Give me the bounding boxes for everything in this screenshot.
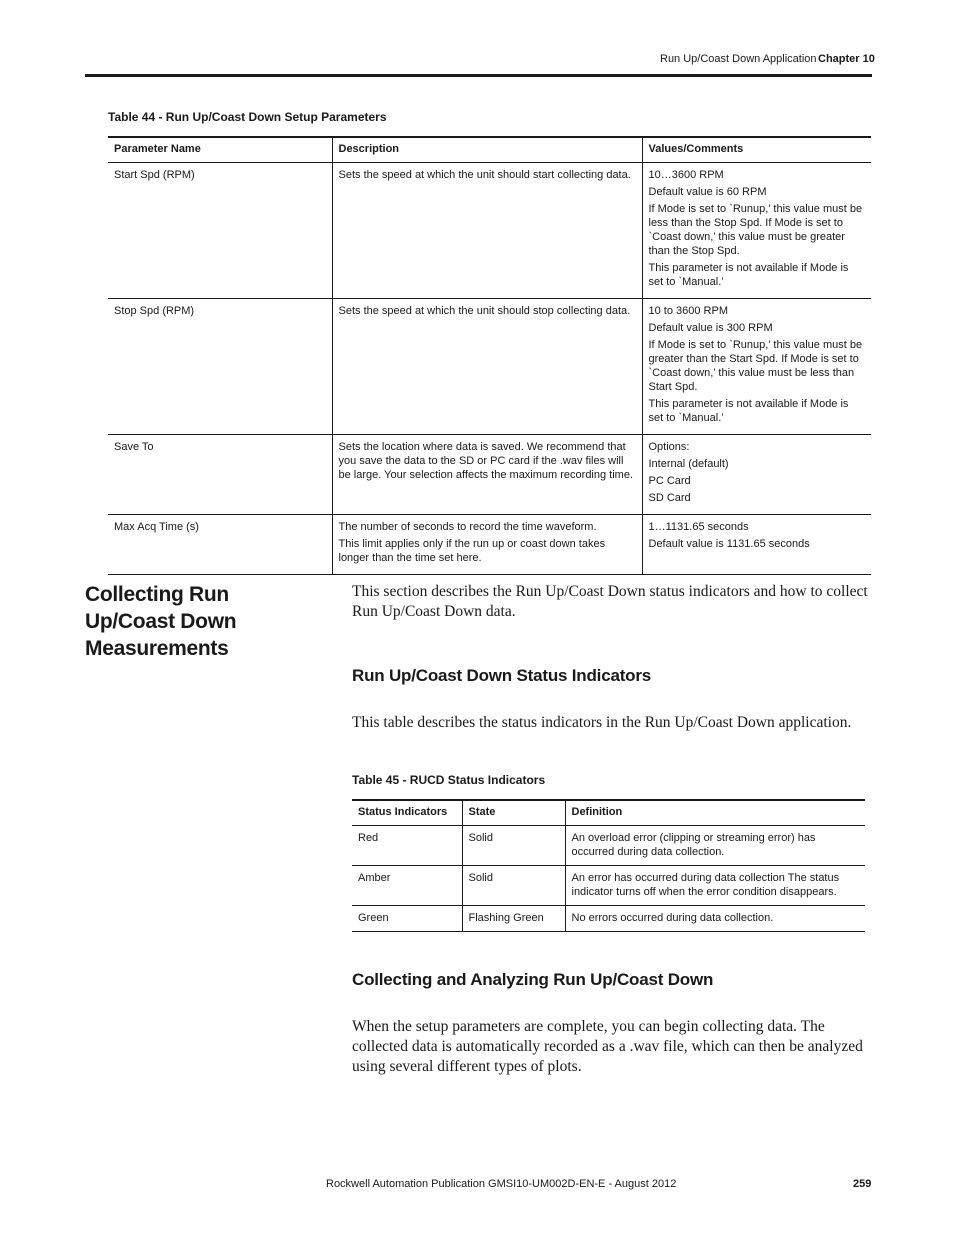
table-row <box>108 299 871 435</box>
description-text: Sets the speed at which the unit should stop collecting data. <box>338 305 631 317</box>
running-header-section: Run Up/Coast Down Application <box>660 53 817 65</box>
table-row <box>352 906 865 932</box>
values-text: Default value is 1131.65 seconds <box>648 538 810 550</box>
table-row <box>108 515 871 575</box>
parameter-name-cell: Max Acq Time (s) <box>108 515 332 575</box>
description-text: This limit applies only if the run up or coast down takes longer than the time set here. <box>338 538 606 564</box>
values-text: This parameter is not available if Mode is set to `Manual.’ <box>648 398 849 424</box>
running-header-chapter: Chapter 10 <box>818 53 875 65</box>
state-cell: Solid <box>462 866 565 906</box>
definition-cell: An error has occurred during data collection The status indicator turns off when the error condition disappears. <box>565 866 865 906</box>
description-text: Sets the location where data is saved. We recommend that you save the data to the SD or PC card if the .wav files will be large. Your selection affects the maximum recording time. <box>338 441 634 481</box>
values-text: PC Card <box>648 475 691 487</box>
definition-cell: An overload error (clipping or streaming error) has occurred during data collection. <box>565 826 865 866</box>
values-text: Default value is 60 RPM <box>648 186 767 198</box>
column-header: Description <box>332 137 642 163</box>
values-cell <box>642 435 871 515</box>
description-text: Sets the speed at which the unit should start collecting data. <box>338 169 631 181</box>
values-text: If Mode is set to `Runup,’ this value must be less than the Stop Spd. If Mode is set to `Coast down,’ this value must be greater than the Stop Spd. <box>648 203 863 257</box>
table-44 <box>108 136 871 575</box>
state-cell: Solid <box>462 826 565 866</box>
column-header: Parameter Name <box>108 137 332 163</box>
values-cell <box>642 163 871 299</box>
status-indicators-intro: This table describes the status indicators in the Run Up/Coast Down application. <box>352 714 852 731</box>
values-text: 10 to 3600 RPM <box>648 305 728 317</box>
footer-publication: Rockwell Automation Publication GMSI10-UM002D-EN-E - August 2012 <box>326 1178 677 1190</box>
table-header-row <box>352 800 865 826</box>
description-cell <box>332 299 642 435</box>
table-44-caption: Table 44 - Run Up/Coast Down Setup Parameters <box>108 110 387 124</box>
description-cell <box>332 163 642 299</box>
values-cell <box>642 515 871 575</box>
table-header-row <box>108 137 871 163</box>
table-row <box>108 163 871 299</box>
column-header: Status Indicators <box>352 800 462 826</box>
values-text: Options: <box>648 441 690 453</box>
status-indicator-cell: Amber <box>352 866 462 906</box>
collecting-analyzing-heading: Collecting and Analyzing Run Up/Coast Down <box>352 970 714 989</box>
values-text: If Mode is set to `Runup,’ this value must be greater than the Start Spd. If Mode is set to `Coast down,’ this value must be less than Start Spd. <box>648 339 863 393</box>
description-cell <box>332 515 642 575</box>
page-number: 259 <box>853 1178 872 1190</box>
column-header: State <box>462 800 565 826</box>
collecting-analyzing-paragraph: When the setup parameters are complete, you can begin collecting data. The collected data is automatically recorded as a .wav file, which can then be analyzed using several different types of plots. <box>352 1018 863 1075</box>
parameter-name-cell: Start Spd (RPM) <box>108 163 332 299</box>
column-header: Values/Comments <box>642 137 871 163</box>
values-text: 1…1131.65 seconds <box>648 521 749 533</box>
table-row <box>352 826 865 866</box>
column-header: Definition <box>565 800 865 826</box>
values-cell <box>642 299 871 435</box>
table-45 <box>352 799 865 932</box>
table-45-caption: Table 45 - RUCD Status Indicators <box>352 773 546 787</box>
state-cell: Flashing Green <box>462 906 565 932</box>
table-row <box>352 866 865 906</box>
values-text: Default value is 300 RPM <box>648 322 773 334</box>
parameter-name-cell: Save To <box>108 435 332 515</box>
status-indicator-cell: Green <box>352 906 462 932</box>
status-indicator-cell: Red <box>352 826 462 866</box>
values-text: This parameter is not available if Mode is set to `Manual.’ <box>648 262 849 288</box>
section-intro-paragraph: This section describes the Run Up/Coast Down status indicators and how to collect Run Up/Coast Down data. <box>352 583 868 620</box>
status-indicators-heading: Run Up/Coast Down Status Indicators <box>352 666 652 685</box>
section-title: Collecting Run Up/Coast Down Measurements <box>85 583 237 660</box>
description-cell <box>332 435 642 515</box>
description-text: The number of seconds to record the time waveform. <box>338 521 597 533</box>
table-row <box>108 435 871 515</box>
values-text: 10…3600 RPM <box>648 169 724 181</box>
values-text: Internal (default) <box>648 458 729 470</box>
parameter-name-cell: Stop Spd (RPM) <box>108 299 332 435</box>
values-text: SD Card <box>648 492 691 504</box>
definition-cell: No errors occurred during data collection. <box>565 906 865 932</box>
header-rule <box>85 74 872 77</box>
